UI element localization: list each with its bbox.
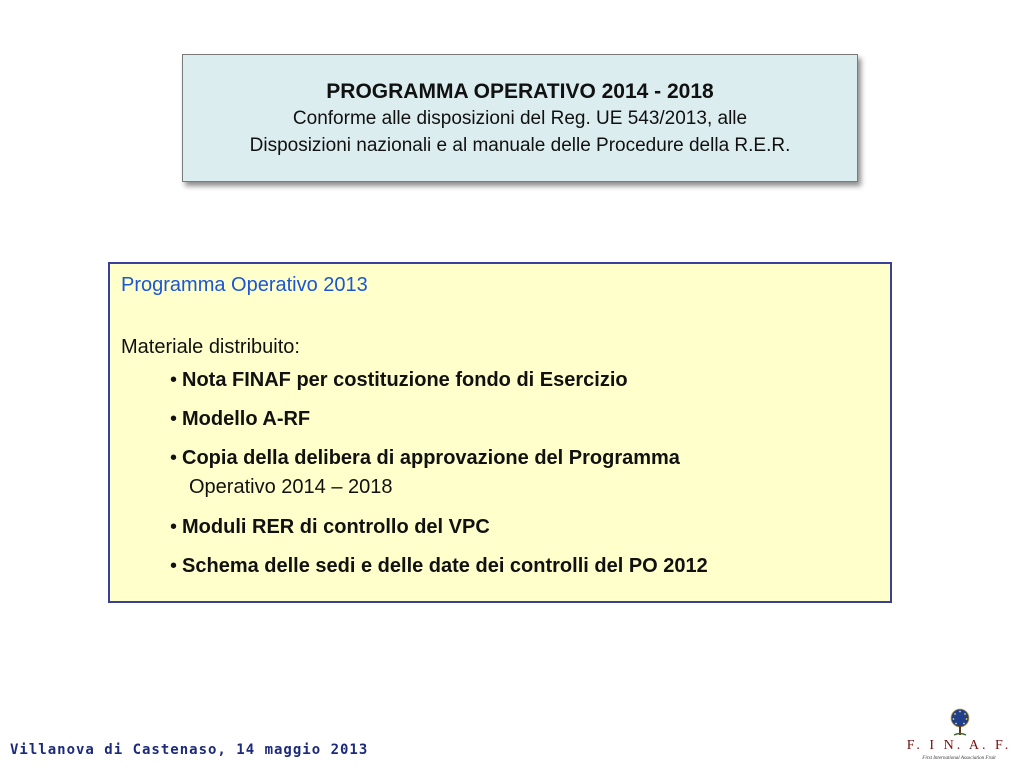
list-item (170, 552, 708, 580)
bullet-icon: • (170, 447, 178, 469)
list-item-text: Moduli RER di controllo del VPC (182, 516, 490, 538)
logo-tagline: First International Association Fruit (922, 756, 996, 761)
finaf-logo (900, 708, 1018, 766)
materials-label: Materiale distribuito: (121, 336, 300, 358)
bullet-icon: • (170, 408, 178, 430)
content-box (108, 262, 892, 603)
bullet-icon: • (170, 516, 178, 538)
list-item (170, 366, 708, 394)
slide-subtitle-line-2: Disposizioni nazionali e al manuale delle Procedure della R.E.R. (249, 135, 791, 156)
materials-list (170, 366, 708, 591)
list-item-text: Schema delle sedi e delle date dei controlli del PO 2012 (182, 555, 708, 577)
globe-tree-icon (948, 708, 972, 738)
logo-name: F. I N. A. F. (906, 738, 1012, 753)
list-item-continuation: Operativo 2014 – 2018 (189, 476, 393, 498)
title-box (182, 54, 858, 182)
bullet-icon: • (170, 555, 178, 577)
slide-subtitle-line-1: Conforme alle disposizioni del Reg. UE 543/2013, alle (292, 108, 748, 129)
bullet-icon: • (170, 369, 178, 391)
list-item (170, 444, 708, 502)
list-item-text: Modello A-RF (182, 408, 311, 430)
footer-location-date: Villanova di Castenaso, 14 maggio 2013 (10, 742, 369, 758)
section-title: Programma Operativo 2013 (121, 274, 368, 296)
list-item (170, 405, 708, 433)
list-item-text: Nota FINAF per costituzione fondo di Esercizio (182, 369, 628, 391)
slide-title: PROGRAMMA OPERATIVO 2014 - 2018 (326, 80, 714, 103)
list-item-text: Copia della delibera di approvazione del Programma (182, 447, 680, 469)
list-item (170, 513, 708, 541)
